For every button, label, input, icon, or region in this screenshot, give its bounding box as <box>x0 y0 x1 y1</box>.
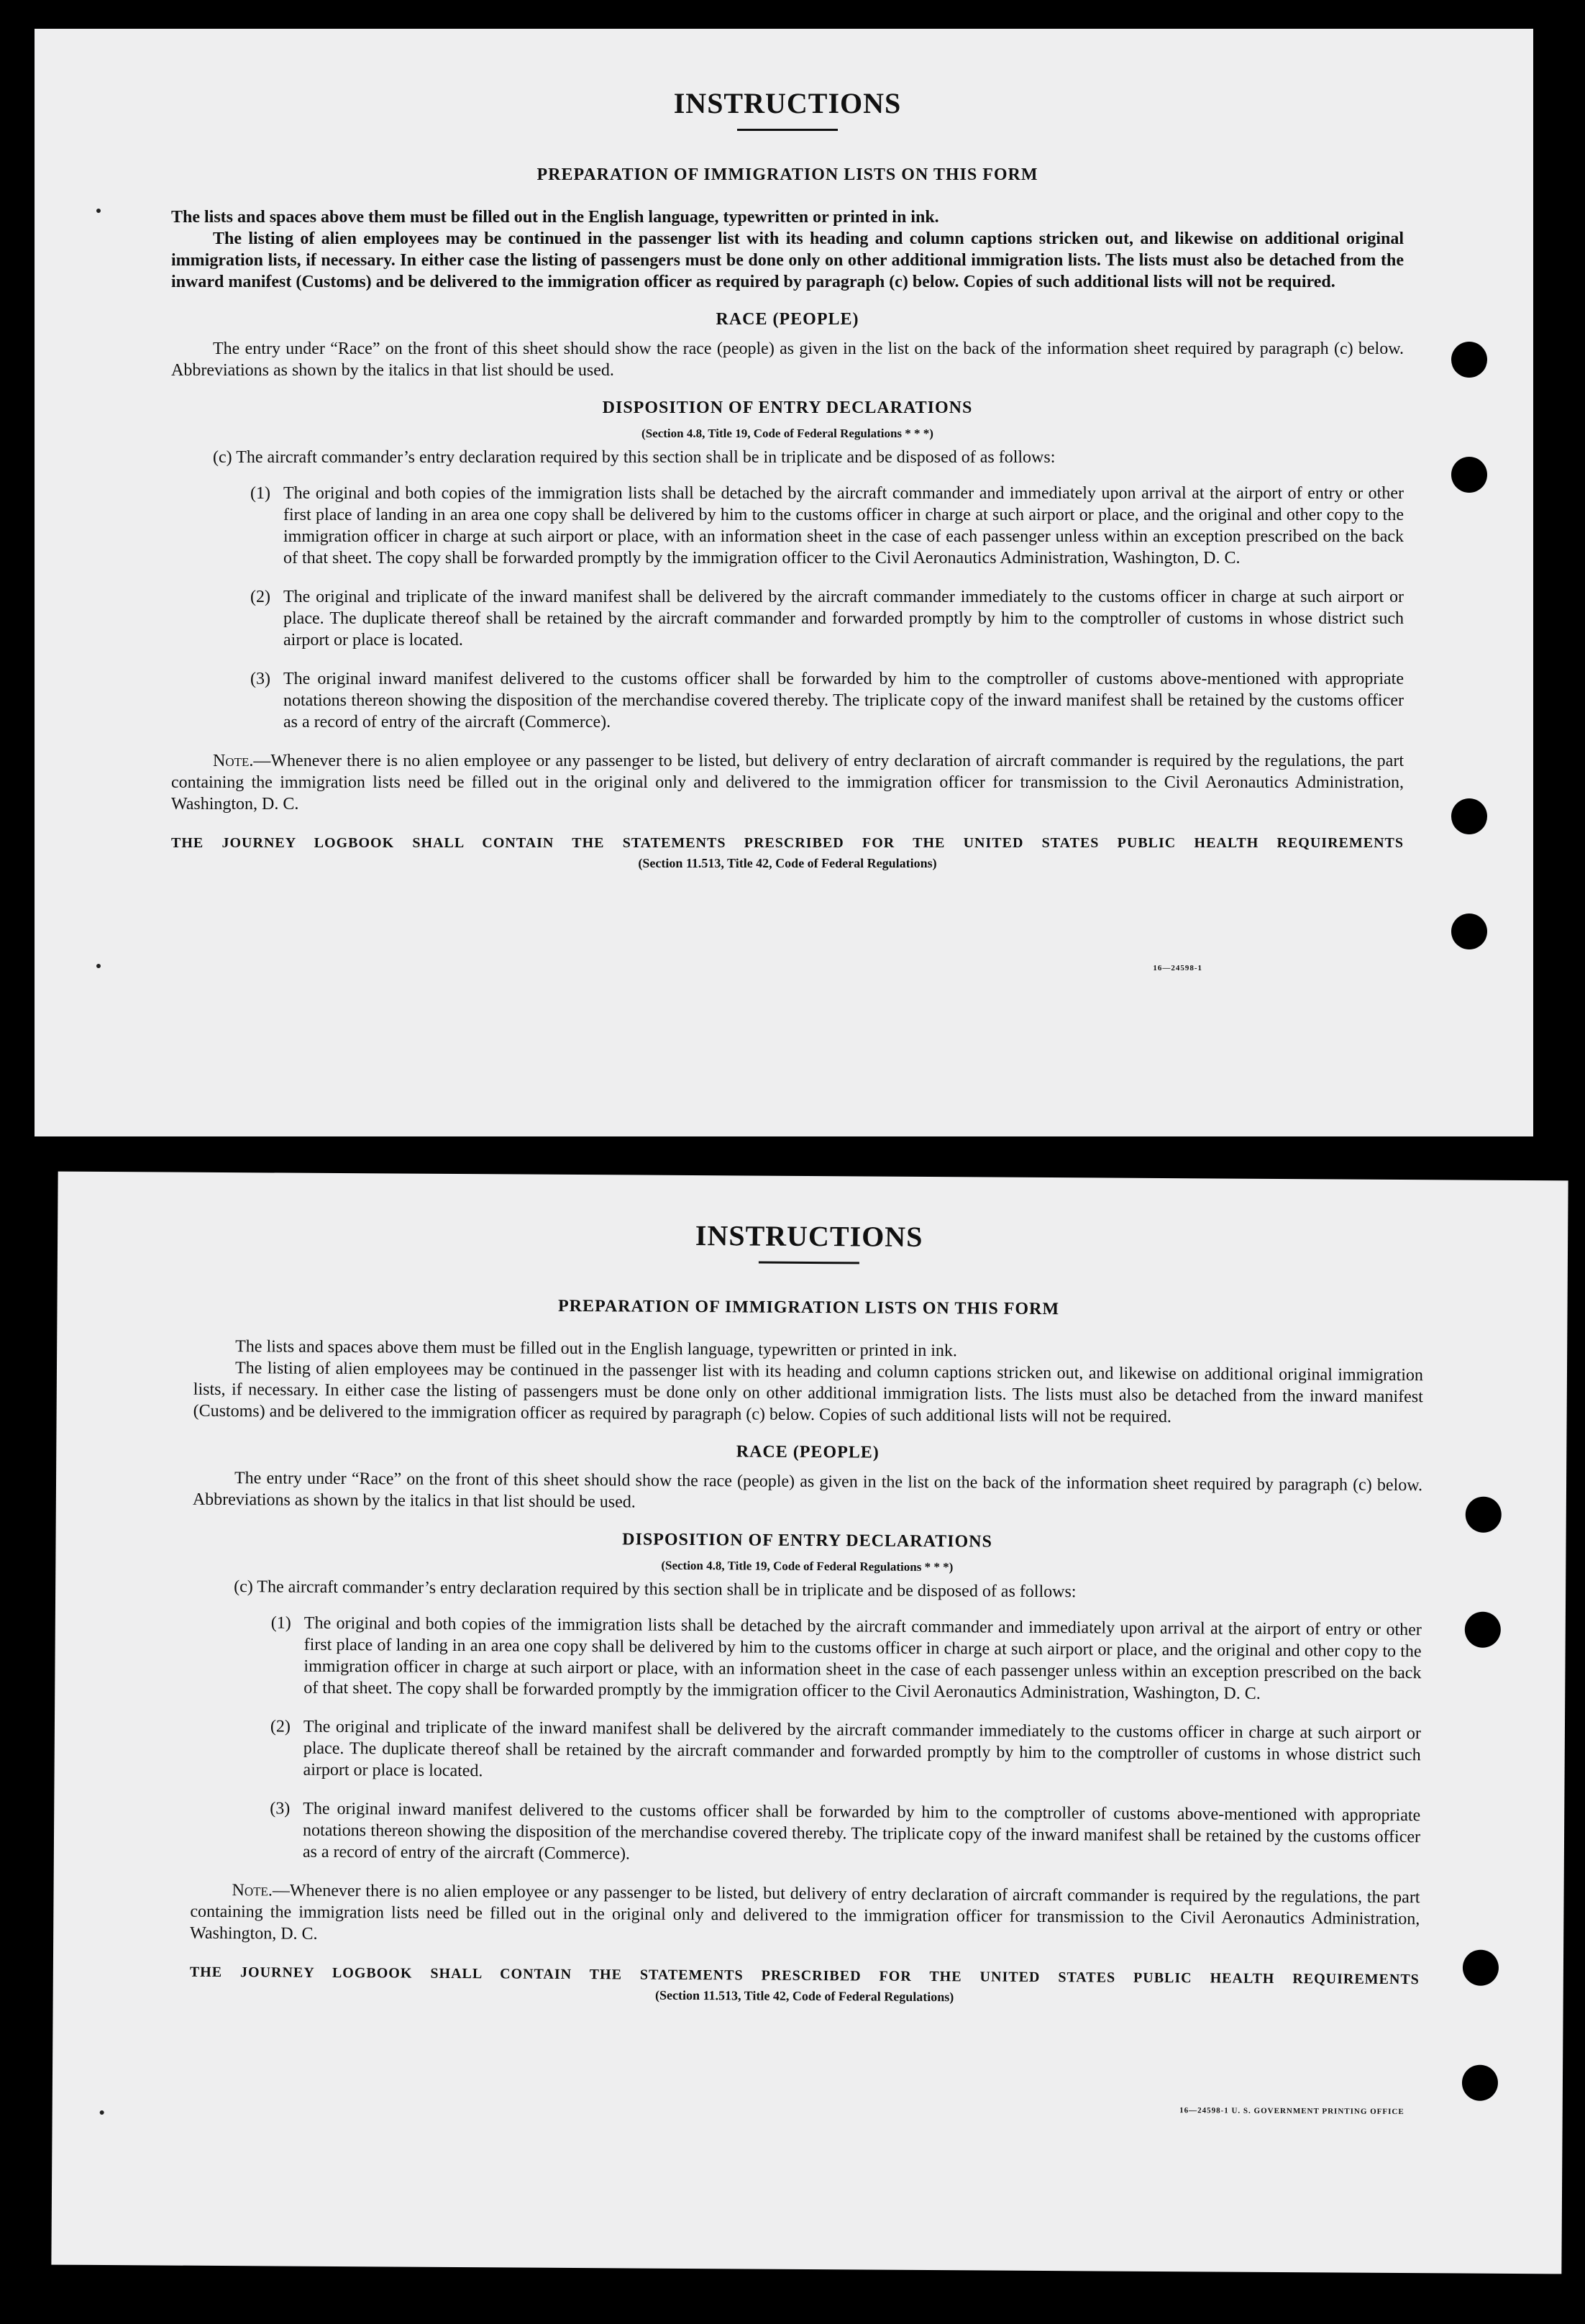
list-item <box>250 586 1404 651</box>
disposition-lead-paragraph: (c) The aircraft commander’s entry declaration required by this section shall be in triplicate and be disposed of as follows: <box>234 1577 1077 1602</box>
intro-lead-paragraph: The lists and spaces above them must be filled out in the English language, typewritten or printed in ink. <box>171 208 939 227</box>
instructions-sheet-1 <box>35 29 1533 1136</box>
list-item <box>270 1715 1421 1787</box>
preparation-section <box>171 206 1404 293</box>
punch-hole <box>1451 913 1487 949</box>
punch-hole <box>1466 1497 1502 1533</box>
title-rule <box>737 129 838 131</box>
list-item <box>270 1797 1421 1869</box>
intro-body-paragraph: The listing of alien employees may be continued in the passenger list with its heading and column captions stricken out, and likewise on additional original immigration lists, if necessary. In either case the listing of passengers must be done only on other additional immigration lists. The lists must also be detached from the inward manifest (Customs) and be delivered to the immigration officer as required by paragraph (c) below. Copies of such additional lists will not be required. <box>193 1359 1424 1427</box>
race-paragraph: The entry under “Race” on the front of this sheet should show the race (people) as given in the list on the back of the information sheet required by paragraph (c) below. Abbreviations as shown by the italics in that list should be used. <box>192 1469 1423 1512</box>
list-item-number: (3) <box>270 1799 291 1818</box>
list-item-text: The original and triplicate of the inward manifest shall be delivered by the aircraft commander immediately to the customs officer in charge at such airport or place. The duplicate thereof shall be retained by the aircraft commander and forwarded promptly by him to the comptroller of customs in whose district such airport or place is located. <box>303 1717 1422 1781</box>
intro-body-paragraph: The listing of alien employees may be continued in the passenger list with its heading and column captions stricken out, and likewise on additional original immigration lists, if necessary. In either case the listing of passengers must be done only on other additional immigration lists. The lists must also be detached from the inward manifest (Customs) and be delivered to the immigration officer as required by paragraph (c) below. Copies of such additional lists will not be required. <box>171 229 1404 291</box>
section-heading-race: RACE (PEOPLE) <box>716 310 859 329</box>
disposition-lead-paragraph: (c) The aircraft commander’s entry declaration required by this section shall be in triplicate and be disposed of as follows: <box>213 448 1056 467</box>
list-item <box>270 1612 1422 1705</box>
list-item-number: (2) <box>270 1717 291 1736</box>
paper-speck <box>96 209 101 213</box>
punch-hole <box>1451 798 1487 834</box>
footer-statement: THE JOURNEY LOGBOOK SHALL CONTAIN THE STATEMENTS PRESCRIBED FOR THE UNITED STATES PUBLIC HEALTH REQUIREMENTS <box>171 835 1404 851</box>
list-item <box>250 668 1404 733</box>
punch-hole <box>1463 1950 1499 1986</box>
section-heading-preparation: PREPARATION OF IMMIGRATION LISTS ON THIS FORM <box>536 165 1038 184</box>
sheet-title: INSTRUCTIONS <box>695 1219 923 1253</box>
disposition-reference: (Section 4.8, Title 19, Code of Federal Regulations * * *) <box>641 427 933 440</box>
disposition-reference: (Section 4.8, Title 19, Code of Federal Regulations * * *) <box>661 1558 954 1575</box>
list-item-text: The original inward manifest delivered to the customs officer shall be forwarded by him to the comptroller of customs above-mentioned with appropriate notations thereon showing the disposition of the merchandise covered thereby. The triplicate copy of the inward manifest shall be retained by the customs officer as a record of entry of the aircraft (Commerce). <box>302 1799 1421 1864</box>
instructions-sheet-2 <box>51 1172 1568 2274</box>
note-paragraph <box>190 1879 1420 1951</box>
list-item <box>250 483 1404 569</box>
footer-reference: (Section 11.513, Title 42, Code of Federal Regulations) <box>638 856 937 870</box>
paper-speck <box>100 2110 104 2115</box>
note-label: Note. <box>232 1881 273 1900</box>
list-item-text: The original and both copies of the immigration lists shall be detached by the aircraft commander and immediately upon arrival at the airport of entry or other first place of landing in an area one copy shall be delivered by him to the customs officer in charge at such airport or place, and the original and other copy to the immigration officer in charge at such airport or place, with an information sheet in the case of each passenger unless within an exception prescribed on the back of that sheet. The copy shall be forwarded promptly by the immigration officer to the Civil Aeronautics Administration, Washington, D. C. <box>303 1613 1422 1703</box>
list-item-text: The original and triplicate of the inward manifest shall be delivered by the aircraft commander immediately to the customs officer in charge at such airport or place. The duplicate thereof shall be retained by the aircraft commander and forwarded promptly by him to the comptroller of customs in whose district such airport or place is located. <box>283 588 1404 650</box>
section-heading-disposition: DISPOSITION OF ENTRY DECLARATIONS <box>602 398 973 417</box>
intro-lead-paragraph: The lists and spaces above them must be filled out in the English language, typewritten or printed in ink. <box>235 1337 958 1361</box>
note-text: —Whenever there is no alien employee or any passenger to be listed, but delivery of entry declaration of aircraft commander is required by the regulations, the part containing the immigration lists need be filled out in the original only and delivered to the immigration officer for transmission to the Civil Aeronautics Administration, Washington, D. C. <box>171 752 1404 814</box>
punch-hole <box>1451 342 1487 378</box>
list-item-number: (3) <box>250 670 270 688</box>
punch-hole <box>1465 1612 1501 1648</box>
form-code: 16—24598-1 U. S. GOVERNMENT PRINTING OFFICE <box>1179 2106 1404 2117</box>
paper-speck <box>96 964 101 968</box>
form-code: 16—24598-1 <box>1153 964 1202 972</box>
section-heading-disposition: DISPOSITION OF ENTRY DECLARATIONS <box>622 1530 992 1551</box>
punch-hole <box>1451 457 1487 493</box>
list-item-text: The original and both copies of the immigration lists shall be detached by the aircraft commander and immediately upon arrival at the airport of entry or other first place of landing in an area one copy shall be delivered by him to the customs officer in charge at such airport or place, and the original and other copy to the immigration officer in charge at such airport or place, with an information sheet in the case of each passenger unless within an exception prescribed on the back of that sheet. The copy shall be forwarded promptly by the immigration officer to the Civil Aeronautics Administration, Washington, D. C. <box>283 484 1404 568</box>
list-item-number: (1) <box>250 484 270 503</box>
title-rule <box>759 1262 859 1264</box>
list-item-number: (2) <box>250 588 270 606</box>
section-heading-race: RACE (PEOPLE) <box>736 1442 880 1462</box>
note-text: —Whenever there is no alien employee or any passenger to be listed, but delivery of entry declaration of aircraft commander is required by the regulations, the part containing the immigration lists need be filled out in the original only and delivered to the immigration officer for transmission to the Civil Aeronautics Administration, Washington, D. C. <box>190 1881 1420 1943</box>
note-paragraph <box>171 750 1404 815</box>
footer-statement: THE JOURNEY LOGBOOK SHALL CONTAIN THE STATEMENTS PRESCRIBED FOR THE UNITED STATES PUBLIC HEALTH REQUIREMENTS <box>189 1964 1420 1988</box>
punch-hole <box>1462 2065 1498 2101</box>
sheet-title: INSTRUCTIONS <box>673 87 902 119</box>
list-item-text: The original inward manifest delivered to the customs officer shall be forwarded by him to the comptroller of customs above-mentioned with appropriate notations thereon showing the disposition of the merchandise covered thereby. The triplicate copy of the inward manifest shall be retained by the customs officer as a record of entry of the aircraft (Commerce). <box>283 670 1404 732</box>
list-item-number: (1) <box>270 1613 291 1633</box>
race-paragraph: The entry under “Race” on the front of this sheet should show the race (people) as given in the list on the back of the information sheet required by paragraph (c) below. Abbreviations as shown by the italics in that list should be used. <box>171 340 1404 380</box>
footer-reference: (Section 11.513, Title 42, Code of Federal Regulations) <box>654 1987 954 2005</box>
section-heading-preparation: PREPARATION OF IMMIGRATION LISTS ON THIS FORM <box>557 1296 1060 1319</box>
note-label: Note. <box>213 752 254 770</box>
